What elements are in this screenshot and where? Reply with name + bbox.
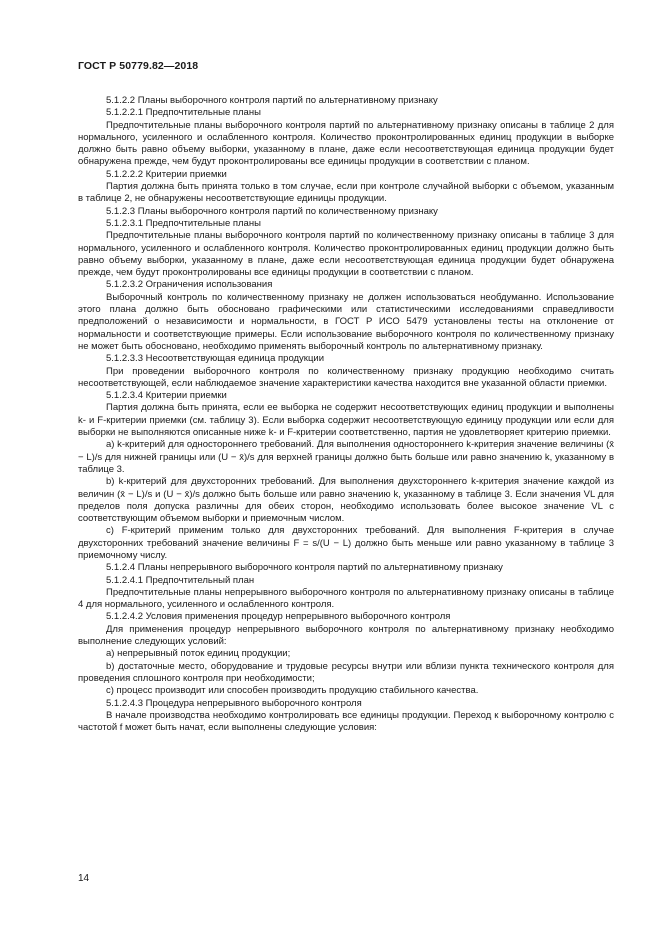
document-header: ГОСТ Р 50779.82—2018 <box>78 60 199 72</box>
section-heading: 5.1.2.3.3 Несоответствующая единица продукции <box>106 353 325 365</box>
page-number: 14 <box>78 873 90 884</box>
paragraph: b) достаточные место, оборудование и трудовые ресурсы внутри или вблизи пункта технического контроля для проведения сплошного контроля при необходимости; <box>78 660 614 684</box>
section-heading: 5.1.2.3.2 Ограничения использования <box>106 279 273 291</box>
section-heading: 5.1.2.4.1 Предпочтительный план <box>106 574 255 586</box>
paragraph: c) F-критерий применим только для двухсторонних требований. Для выполнения F-критерия в случае двухсторонних требований значение величины F = s/(U − L) должно быть меньше или равно указанному в таблице 3 приемочному числу. <box>78 525 614 561</box>
paragraph: Партия должна быть принята только в том случае, если при контроле случайной выборки с объемом, указанным в таблице 2, не обнаружены несоответствующие единицы продукции. <box>78 181 614 205</box>
paragraph: Выборочный контроль по количественному признаку не должен использоваться необдуманно. Использование этого плана должно быть обосновано графическими или статистическими исследованиями справедливости предположений о независимости и нормальности, в ГОСТ Р ИСО 5479 установлены тесты на отклонение от нормальности и соответствующие примеры. Если использование выборочного контроля по количественному признаку не может быть обосновано, необходимо применять выборочный контроль по альтернативному признаку. <box>78 291 614 352</box>
document-body <box>78 95 614 734</box>
section-heading: c) процесс производит или способен производить продукцию стабильного качества. <box>106 685 479 697</box>
section-heading: 5.1.2.4.2 Условия применения процедур непрерывного выборочного контроля <box>106 611 451 623</box>
paragraph: Предпочтительные планы непрерывного выборочного контроля по альтернативному признаку описаны в таблице 4 для нормального, усиленного и ослабленного контроля. <box>78 586 614 611</box>
section-heading: 5.1.2.4 Планы непрерывного выборочного контроля партий по альтернативному признаку <box>106 562 503 574</box>
paragraph: Предпочтительные планы выборочного контроля партий по количественному признаку описаны в таблице 3 для нормального, усиленного и ослабленного контроля. Количество проконтролированных единиц продукции должно быть равно объему выборки, указанному в плане, даже если несоответствующая единица продукции будет обнаружена прежде, чем будут проконтролированы все единицы продукции в соответствии с планом. <box>78 230 614 279</box>
paragraph: Партия должна быть принята, если ее выборка не содержит несоответствующих единиц продукции и выполнены k- и F-критерии приемки (см. таблицу 3). Если выборка содержит несоответствующую единицу продукции или если для выборки не выполняются описанные ниже k- и F-критерии соответственно, партия не удовлетворяет критерию приемки. <box>78 402 614 439</box>
paragraph: Для применения процедур непрерывного выборочного контроля по альтернативному признаку необходимо выполнение следующих условий: <box>78 623 614 648</box>
section-heading: 5.1.2.2.1 Предпочтительные планы <box>106 107 261 119</box>
section-heading: 5.1.2.3 Планы выборочного контроля партий по количественному признаку <box>106 205 438 217</box>
section-heading: 5.1.2.3.1 Предпочтительные планы <box>106 217 261 229</box>
section-heading: 5.1.2.3.4 Критерии приемки <box>106 390 227 402</box>
paragraph: В начале производства необходимо контролировать все единицы продукции. Переход к выборочному контролю с частотой f может быть начат, если выполнены следующие условия: <box>78 709 614 734</box>
paragraph: Предпочтительные планы выборочного контроля партий по альтернативному признаку описаны в таблице 2 для нормального, усиленного и ослабленного контроля. Количество проконтролированных единиц продукции в выборке должно быть равно объему выборки, указанному в плане, даже если несоответствующая единица продукции будет обнаружена прежде, чем будут проконтролированы все единицы продукции в соответствии с планом. <box>78 119 614 168</box>
paragraph: a) k-критерий для одностороннего требований. Для выполнения одностороннего k-критерия значение величины (x̄ − L)/s для нижней границы или (U − x̄)/s для верхней границы должно быть больше или равно значению k, указанному в таблице 3. <box>78 439 614 475</box>
paragraph: При проведении выборочного контроля по количественному признаку продукцию необходимо считать несоответствующей, если наблюдаемое значение характеристики качества находится вне указанной области приемки. <box>78 365 614 389</box>
section-heading: 5.1.2.4.3 Процедура непрерывного выборочного контроля <box>106 697 362 709</box>
section-heading: 5.1.2.2.2 Критерии приемки <box>106 168 227 180</box>
paragraph: b) k-критерий для двухсторонних требований. Для выполнения двухстороннего k-критерия значение каждой из величин (x̄ − L)/s и (U − x̄)/s должно быть больше или равно значению k, указанному в таблице 3. Если значения VL для пределов поля допуска различны для обеих сторон, необходимо использовать более высокое значение VL с соответствующим объемом выборки и приемочным числом. <box>78 476 614 525</box>
section-heading: 5.1.2.2 Планы выборочного контроля партий по альтернативному признаку <box>106 95 438 106</box>
section-heading: a) непрерывный поток единиц продукции; <box>106 648 291 660</box>
